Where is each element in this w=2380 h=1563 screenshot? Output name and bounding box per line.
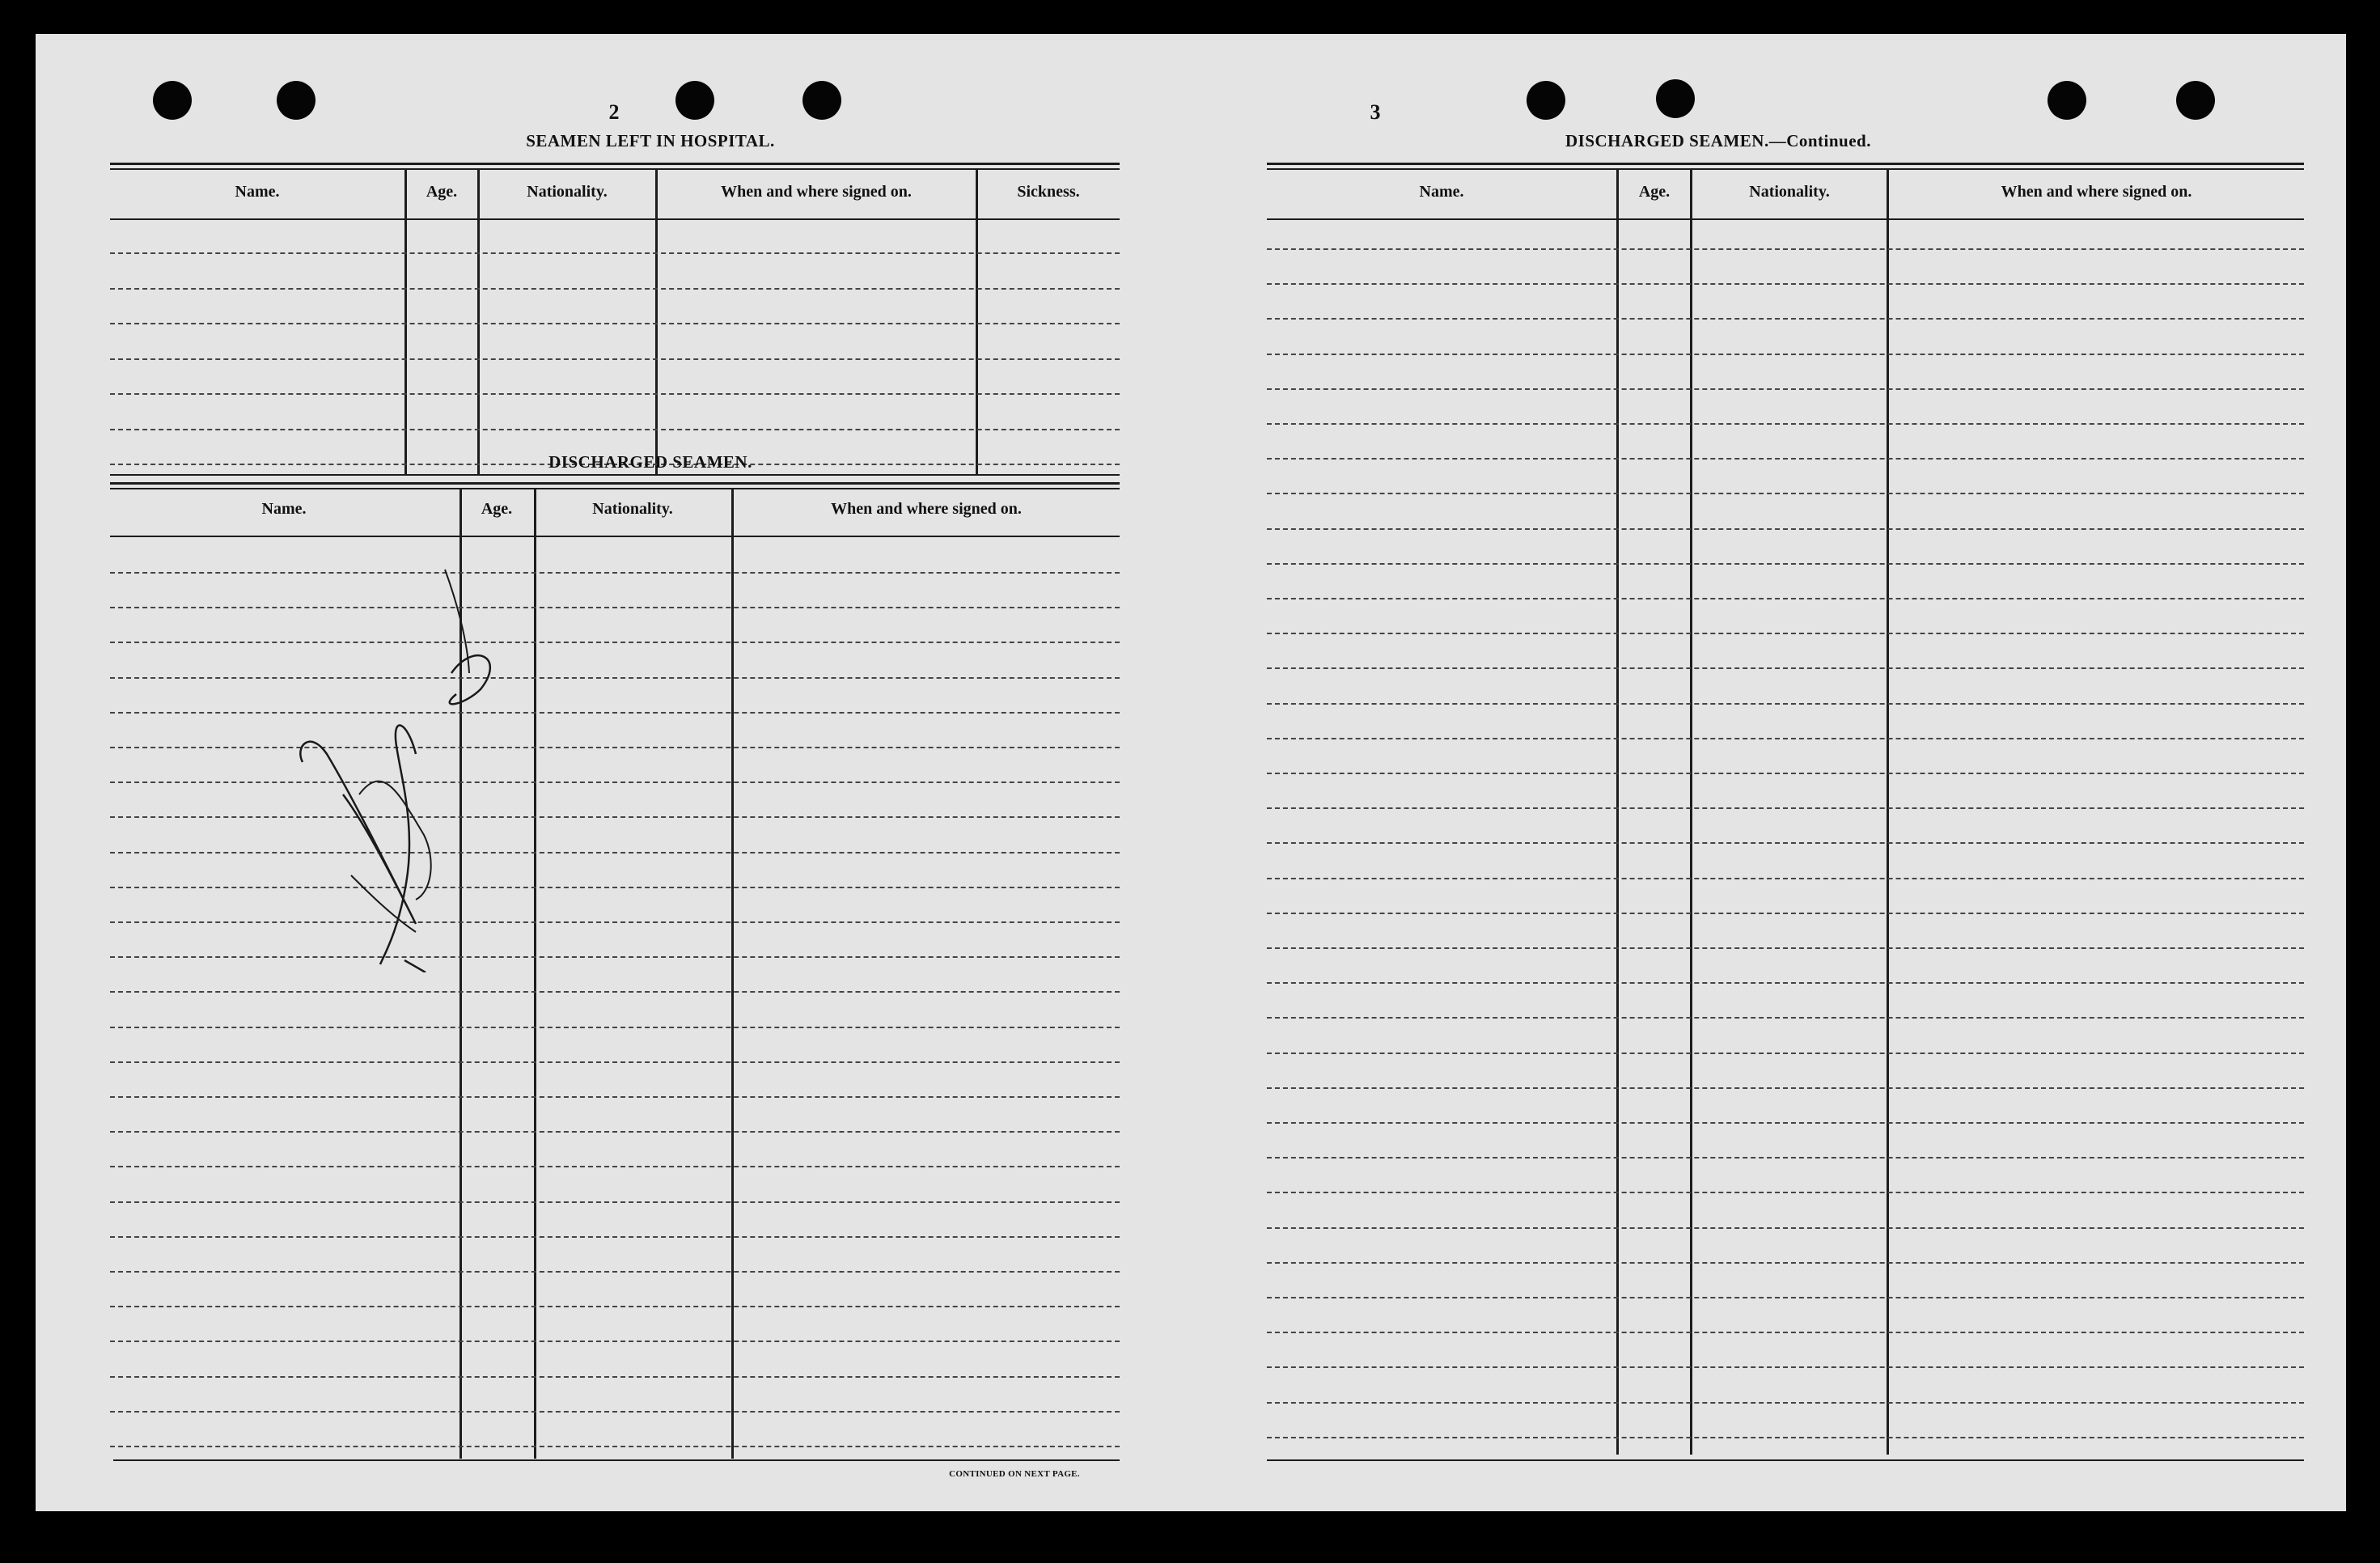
ruled-row-line — [1267, 1332, 2304, 1333]
hospital-col-nationality: Nationality. — [527, 183, 608, 201]
ruled-row-line — [1267, 354, 2304, 355]
ruled-row-line — [1267, 842, 2304, 844]
ruled-row-line — [1267, 807, 2304, 809]
ruled-row-line — [110, 572, 1120, 574]
right-section-title: DISCHARGED SEAMEN.—Continued. — [1565, 131, 1871, 150]
ruled-row-line — [1267, 982, 2304, 984]
discharged-divider-2 — [534, 489, 536, 1459]
ruled-row-line — [1267, 1122, 2304, 1124]
hospital-top-rule-2 — [110, 168, 1120, 170]
punch-hole-6 — [1656, 79, 1695, 118]
ruled-row-line — [1267, 1053, 2304, 1054]
ruled-row-line — [1267, 913, 2304, 914]
ruled-row-line — [110, 1027, 1120, 1028]
ruled-row-line — [1267, 1297, 2304, 1298]
left-bottom-rule — [113, 1459, 1120, 1461]
handwritten-mark — [294, 552, 521, 972]
ruled-row-line — [1267, 493, 2304, 494]
ruled-row-line — [1267, 738, 2304, 739]
discharged-top-rule — [110, 482, 1120, 485]
discharged-col-name: Name. — [261, 500, 307, 518]
hospital-section-title: SEAMEN LEFT IN HOSPITAL. — [526, 131, 775, 150]
ledger-sheet — [36, 34, 2346, 1511]
hospital-top-rule — [110, 163, 1120, 165]
ruled-row-line — [110, 429, 1120, 430]
ruled-row-line — [110, 782, 1120, 783]
ruled-row-line — [110, 747, 1120, 748]
right-col-name: Name. — [1419, 183, 1464, 201]
hospital-col-signed-on: When and where signed on. — [721, 183, 912, 201]
right-col-age: Age. — [1638, 183, 1671, 201]
ruled-row-line — [110, 712, 1120, 714]
ruled-row-line — [110, 1061, 1120, 1063]
ruled-row-line — [1267, 458, 2304, 460]
discharged-header-rule — [110, 536, 1120, 537]
ruled-row-line — [110, 1376, 1120, 1378]
discharged-col-age: Age. — [481, 500, 513, 518]
ruled-row-line — [1267, 248, 2304, 250]
discharged-col-nationality: Nationality. — [592, 500, 673, 518]
discharged-section-title: DISCHARGED SEAMEN. — [548, 452, 752, 472]
ruled-row-line — [110, 852, 1120, 854]
ruled-row-line — [1267, 947, 2304, 949]
ruled-row-line — [110, 991, 1120, 993]
ruled-row-line — [1267, 1087, 2304, 1089]
hospital-col-name: Name. — [235, 183, 280, 201]
ruled-row-line — [1267, 528, 2304, 530]
ruled-row-line — [110, 1236, 1120, 1238]
ruled-row-line — [110, 1201, 1120, 1203]
ruled-row-line — [110, 288, 1120, 290]
right-col-nationality: Nationality. — [1749, 183, 1830, 201]
ruled-row-line — [110, 1131, 1120, 1133]
discharged-col-signed-on: When and where signed on. — [831, 500, 1022, 518]
ruled-row-line — [110, 1446, 1120, 1447]
ruled-row-line — [1267, 633, 2304, 634]
ruled-row-line — [1267, 878, 2304, 879]
ruled-row-line — [110, 323, 1120, 324]
ruled-row-line — [110, 252, 1120, 254]
ruled-row-line — [1267, 1017, 2304, 1019]
ruled-row-line — [110, 1306, 1120, 1307]
left-page-number: 2 — [608, 100, 620, 124]
ruled-row-line — [110, 1166, 1120, 1167]
ruled-row-line — [1267, 1192, 2304, 1193]
hospital-col-sickness: Sickness. — [1017, 183, 1080, 201]
ruled-row-line — [110, 677, 1120, 679]
ruled-row-line — [1267, 773, 2304, 774]
hospital-bottom-rule — [110, 474, 1120, 476]
ruled-row-line — [1267, 667, 2304, 669]
ruled-row-line — [1267, 1366, 2304, 1368]
right-page-number: 3 — [1370, 100, 1381, 124]
ruled-row-line — [1267, 703, 2304, 705]
ruled-row-line — [110, 887, 1120, 888]
ruled-row-line — [1267, 388, 2304, 390]
ruled-row-line — [1267, 1437, 2304, 1438]
right-col-signed-on: When and where signed on. — [2001, 183, 2192, 201]
ruled-row-line — [110, 1096, 1120, 1098]
ruled-row-line — [110, 1271, 1120, 1273]
hospital-header-rule — [110, 218, 1120, 220]
punch-hole-5 — [1527, 81, 1565, 120]
ruled-row-line — [1267, 598, 2304, 599]
ruled-row-line — [110, 816, 1120, 818]
ruled-row-line — [1267, 423, 2304, 425]
right-top-rule — [1267, 163, 2304, 165]
punch-hole-7 — [2048, 81, 2086, 120]
ruled-row-line — [110, 921, 1120, 923]
discharged-divider-3 — [731, 489, 734, 1459]
ruled-row-line — [110, 393, 1120, 395]
discharged-top-rule-2 — [110, 488, 1120, 489]
continued-note: CONTINUED ON NEXT PAGE. — [949, 1469, 1080, 1479]
ruled-row-line — [110, 642, 1120, 643]
ruled-row-line — [110, 358, 1120, 360]
ruled-row-line — [1267, 1157, 2304, 1158]
right-header-rule — [1267, 218, 2304, 220]
ruled-row-line — [1267, 1402, 2304, 1404]
right-top-rule-2 — [1267, 168, 2304, 170]
ruled-row-line — [1267, 1227, 2304, 1229]
punch-hole-1 — [153, 81, 192, 120]
hospital-col-age: Age. — [426, 183, 458, 201]
ruled-row-line — [110, 1411, 1120, 1413]
punch-hole-3 — [675, 81, 714, 120]
ruled-row-line — [110, 607, 1120, 608]
punch-hole-8 — [2176, 81, 2215, 120]
ruled-row-line — [1267, 1262, 2304, 1264]
ruled-row-line — [110, 956, 1120, 958]
punch-hole-2 — [277, 81, 315, 120]
punch-hole-4 — [803, 81, 841, 120]
ruled-row-line — [110, 1341, 1120, 1342]
right-bottom-rule — [1267, 1459, 2304, 1461]
ruled-row-line — [1267, 318, 2304, 320]
ruled-row-line — [1267, 563, 2304, 565]
ruled-row-line — [1267, 283, 2304, 285]
